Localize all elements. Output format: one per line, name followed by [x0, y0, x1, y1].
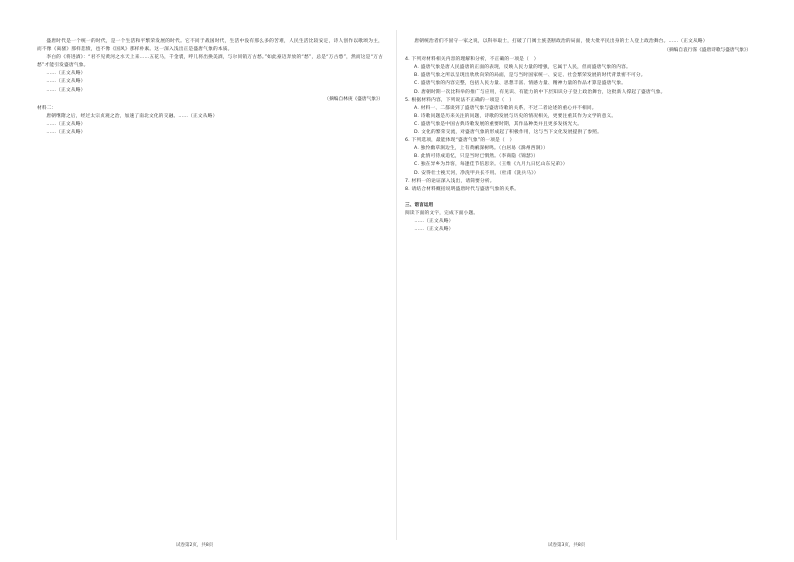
paragraph: ……（正文从略）	[46, 130, 86, 136]
right-column	[405, 38, 751, 234]
answer-option: D. 安得壮士挽天河，净洗甲兵长不用。（杜甫《洗兵马》）	[414, 170, 539, 176]
page-number-right: 试卷第3页，共8页	[548, 543, 586, 548]
paragraph: 李白的《将进酒》：“君不见黄河之水天上来……五花马，千金裘，呼儿将出换美酒，与尔同销万古愁。”如此豪迈奔放的“愁”，总是“万古愁”，然而这是“万古愁”才能引发盛唐气象。	[37, 55, 383, 69]
paragraph: ……（正文从略）	[46, 87, 86, 93]
question-list	[405, 56, 751, 194]
answer-option: B. 此情可待成追忆，只是当时已惘然。（李商隐《锦瑟》）	[414, 154, 539, 160]
section-title: 三、语言运用	[405, 202, 434, 208]
answer-option: D. 文化的繁荣交流，对盛唐气象的形成起了积极作用，这与当下文化发展提供了参照。	[414, 130, 603, 136]
column-divider	[396, 30, 397, 540]
answer-option: B. 诗歌问题是历来关注的问题，诗歌的发展与历史的情况相关，更要注重其作为文学的意义。	[414, 113, 617, 119]
material-label: 材料二：	[37, 105, 57, 111]
source-citation: （摘编自林庚《盛唐气象》）	[324, 96, 383, 102]
answer-option: A. 独怜幽草涧边生，上有黄鹂深树鸣。（白居易《滁州西涧》）	[414, 146, 548, 152]
paragraph: ……（正文从略）	[414, 227, 454, 233]
paragraph: ……（正文从略）	[46, 71, 86, 77]
answer-option: A. 盛唐气象是唐人民盛唐的正面的表现，反映人民力量的增强，它属于人民，但而盛唐气象的内容。	[414, 65, 631, 71]
answer-option: D. 唐朝时期一次比科举的推广与应用，有见识、有能力的中下层知识分子登上政治舞台，这批新人撑起了盛唐气象。	[414, 89, 666, 95]
question-stem: 7. 材料一的论证深入浅出，请简要分析。	[405, 178, 495, 184]
question-stem: 6. 下列选项，最能体现“盛唐气象”的一项是（ ）	[405, 138, 515, 144]
answer-option: A. 材料一、二都谈到了盛唐气象与盛唐诗歌的关系，不过二者论述的重心并不相同。	[414, 105, 597, 111]
paragraph: 唐朝继隋之后，经过太宗贞观之治，加速了南北文化的交融。……（正文从略）	[46, 113, 218, 119]
source-citation: （摘编自袁行霈《盛唐诗歌与盛唐气象》）	[664, 48, 751, 54]
question-stem: 4. 下列对材料相关内容的理解和分析，不正确的一项是（ ）	[405, 57, 539, 63]
answer-option: C. 盛唐气象是中国古典诗歌发展的重要时期，其作品种类并且更多发扬光大。	[414, 121, 583, 127]
question-stem: 8. 请结合材料概括说明盛唐时代与盛唐气象的关系。	[405, 186, 520, 192]
page-number-left: 试卷第2页，共8页	[176, 543, 214, 548]
left-column	[37, 38, 383, 137]
answer-option: C. 盛唐气象的内容完整，包括人民力量、思想丰富、情感力量、精神力量的作品才算是盛唐气象。	[414, 81, 627, 87]
answer-option: B. 盛唐气象之所以呈现出欣欣向荣的局面，是与当时国家统一、安定、社会繁荣发展的时代背景密不可分。	[414, 73, 646, 79]
paragraph: 唐朝统治者们不固守一家之说，以科举取士，打破了门阀士族垄断政治的局面，使大批平民出身的士人登上政治舞台。……（正文从略）	[414, 39, 708, 44]
answer-option: C. 独在异乡为异客，每逢佳节倍思亲。（王维《九月九日忆山东兄弟》）	[414, 162, 568, 168]
paragraph: ……（正文从略）	[46, 121, 86, 127]
paragraph: 盛唐时代是一个统一的时代，是一个生活和平繁荣发展的时代。它不同于战国时代，生活中没有那么多的苦难，人民生活比较安定，诗人创作以歌颂为主，而不像《离骚》那样悲愤，也不像《国风》那样朴素。这一深入浅出正是盛唐气象的本质。	[37, 39, 383, 53]
section-instruction: 阅读下面的文字，完成下面小题。	[405, 210, 479, 216]
paragraph: ……（正文从略）	[414, 218, 454, 224]
paragraph: ……（正文从略）	[46, 79, 86, 85]
question-stem: 5. 根据材料内容，下列说法不正确的一项是（ ）	[405, 97, 515, 103]
